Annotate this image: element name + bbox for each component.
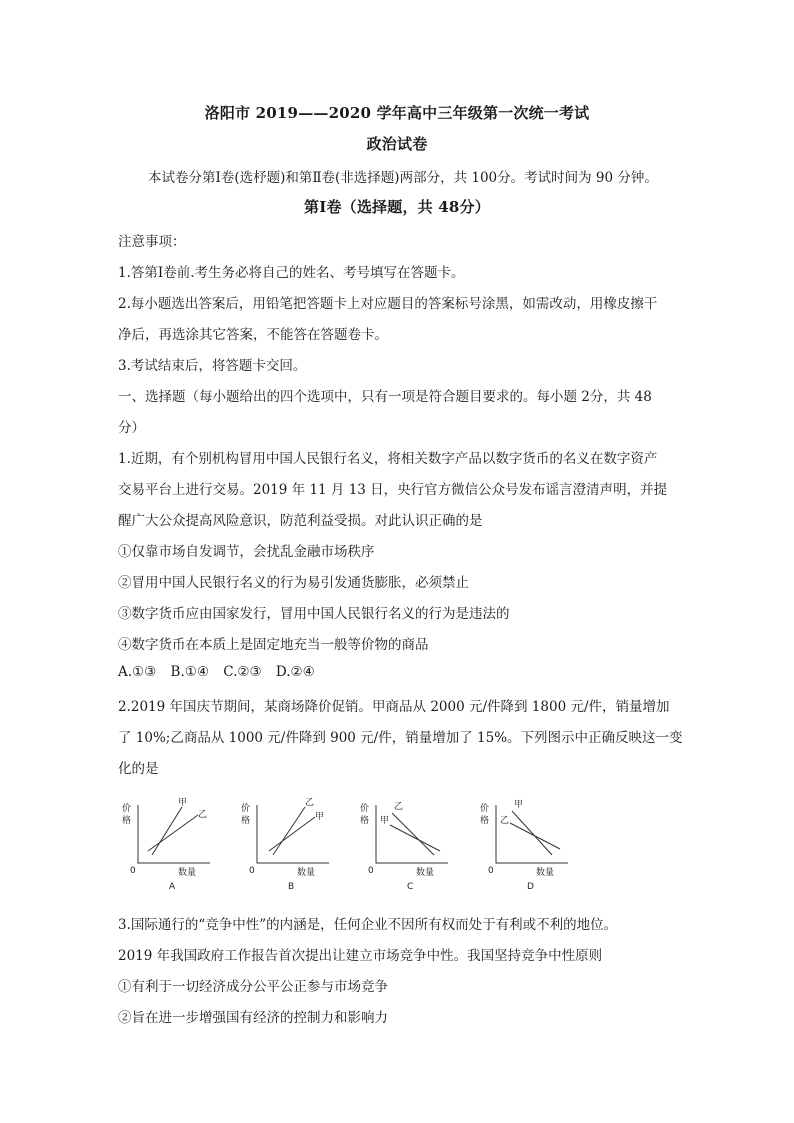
graph-d-xlabel: 数量 (536, 868, 555, 878)
notes-heading: 注意事项： (118, 234, 186, 250)
graph-b-letter: B (288, 882, 295, 892)
exam-intro: 本试卷分第Ⅰ卷(选杼题)和第Ⅱ卷(非选择题)两部分，共 100分。考试时间为 90 分钟。 (148, 170, 658, 186)
graph-b[interactable] (237, 793, 347, 893)
q1-statement: ③数字货币应由国家发行，冒用中国人民银行名义的行为是违法的 (118, 606, 510, 622)
q1-stem: 1.近期，有个别机构冒用中国人民银行名义，将相关数字产品以数字货币的名义在数字资产 (118, 451, 658, 467)
graph-a-origin: 0 (130, 866, 136, 876)
q1-option-c[interactable]: C.②③ (223, 664, 262, 680)
graph-d-line-jia (512, 811, 552, 855)
graph-a-line-jia (152, 807, 182, 855)
graph-c[interactable] (356, 793, 466, 893)
q1-statement: ④数字货币在本质上是固定地充当一般等价物的商品 (118, 637, 429, 653)
note-item: 3.考试结束后，将答题卡交回。 (118, 358, 307, 374)
graph-b-xlabel: 数量 (297, 868, 316, 878)
graph-a-ylabel1: 价 (122, 804, 132, 814)
graph-d-label-yi: 乙 (500, 816, 510, 826)
graph-a-label-jia: 甲 (178, 798, 188, 808)
graph-b-label-yi: 乙 (305, 798, 315, 808)
graph-d-label-jia: 甲 (514, 800, 524, 810)
graph-a-label-yi: 乙 (198, 810, 208, 820)
graph-c-line-yi (392, 813, 434, 855)
note-item: 1.答第Ⅰ卷前.考生务必将自己的姓名、考号填写在答题卡。 (118, 265, 465, 281)
part-one-heading: 一、选择题（每小题给出的四个选项中，只有一项是符合题目要求的。每小题 2分，共 48 (118, 389, 652, 405)
q1-statement: ②冒用中国人民银行名义的行为易引发通货膨胀，必须禁止 (118, 575, 469, 591)
graph-b-ylabel1: 价 (241, 804, 251, 814)
q3-statement: ①有利于一切经济成分公平公正参与市场竞争 (118, 979, 388, 995)
q2-stem: 2.2019 年国庆节期间，某商场降价促销。甲商品从 2000 元/件降到 1800 元/件，销量增加 (118, 699, 670, 715)
graph-a-ylabel2: 格 (122, 816, 132, 826)
graph-d-line-yi (510, 823, 560, 849)
subject-title: 政治试卷 (366, 135, 428, 153)
graph-c-ylabel1: 价 (360, 804, 370, 814)
section-title: 第Ⅰ卷（选择题，共 48分） (304, 198, 490, 216)
graph-d-ylabel2: 格 (480, 816, 490, 826)
graph-a-line-yi (148, 815, 198, 851)
graph-b-label-jia: 甲 (315, 812, 325, 822)
q2-stem: 了 10%;乙商品从 1000 元/件降到 900 元/件，销量增加了 15%。下列图示中正确反映这一变 (118, 730, 683, 746)
graph-d[interactable] (476, 793, 586, 893)
note-item: 净后，再选涂其它答案，不能答在答题卷卡。 (118, 327, 388, 343)
graph-d-ylabel1: 价 (480, 804, 490, 814)
graph-c-axes (376, 805, 448, 863)
q1-stem: 交易平台上进行交易。2019 年 11 月 13 日，央行官方微信公众号发布谣言澄清声明，并提 (118, 482, 668, 498)
q1-option-d[interactable]: D.②④ (275, 664, 315, 680)
q2-stem: 化的是 (118, 761, 159, 777)
graph-b-ylabel2: 格 (241, 816, 251, 826)
exam-title: 洛阳市 2019——2020 学年高中三年级第一次统一考试 (204, 104, 590, 122)
q1-option-a[interactable]: A.①③ (118, 664, 157, 680)
q1-statement: ①仅靠市场自发调节，会扰乱金融市场秩序 (118, 544, 375, 560)
graph-c-xlabel: 数量 (416, 868, 435, 878)
q3-stem: 2019 年我国政府工作报告首次提出让建立市场竞争中性。我国坚持竞争中性原则 (118, 948, 603, 964)
graph-b-line-yi (273, 807, 305, 855)
graph-c-label-yi: 乙 (394, 802, 404, 812)
note-item: 2.每小题选出答案后，用铅笔把答题卡上对应题目的答案标号涂黑，如需改动，用橡皮擦干 (118, 296, 658, 312)
graph-a-letter: A (169, 882, 176, 892)
graph-b-origin: 0 (249, 866, 255, 876)
graph-c-letter: C (407, 882, 414, 892)
q1-option-b[interactable]: B.①④ (170, 664, 209, 680)
part-one-heading-cont: 分） (118, 420, 145, 436)
q1-options (118, 664, 688, 680)
q1-stem: 醒广大公众提高风险意识，防范利益受损。对此认识正确的是 (118, 513, 483, 529)
graph-c-ylabel2: 格 (360, 816, 370, 826)
q3-statement: ②旨在进一步增强国有经济的控制力和影响力 (118, 1010, 388, 1026)
graph-c-line-jia (390, 825, 440, 851)
graph-d-origin: 0 (488, 866, 494, 876)
graph-c-label-jia: 甲 (380, 816, 390, 826)
graph-a[interactable] (118, 793, 228, 893)
graph-d-letter: D (527, 882, 534, 892)
graph-c-origin: 0 (368, 866, 374, 876)
graph-a-xlabel: 数量 (178, 868, 197, 878)
graph-b-line-jia (269, 817, 315, 851)
q3-stem: 3.国际通行的“竞争中性”的内涵是，任何企业不因所有权而处于有利或不利的地位。 (118, 917, 618, 933)
